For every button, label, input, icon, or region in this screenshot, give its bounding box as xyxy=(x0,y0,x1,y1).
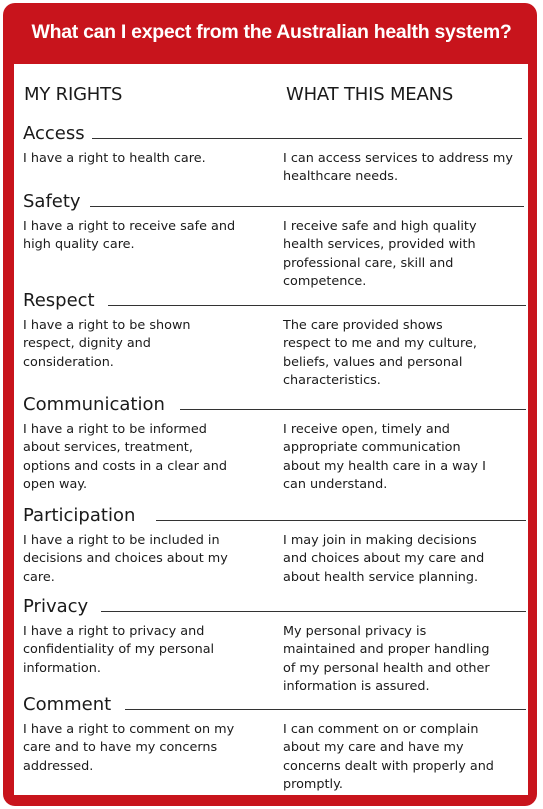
section-divider xyxy=(92,138,522,139)
section-title: Participation xyxy=(23,505,136,526)
right-text: I have a right to privacy and confidentiality of my personal information. xyxy=(23,624,215,676)
page-title: What can I expect from the Australian health system? xyxy=(31,21,512,43)
section-divider xyxy=(180,409,526,410)
meaning-text: I may join in making decisions and choices about my care and about health service planning. xyxy=(283,533,485,585)
column-header-meaning: WHAT THIS MEANS xyxy=(286,84,454,105)
section-title: Respect xyxy=(23,290,95,311)
section-title: Privacy xyxy=(23,596,89,617)
section-title: Access xyxy=(23,123,85,144)
section-title: Comment xyxy=(23,694,112,715)
section-divider xyxy=(125,709,526,710)
section-divider xyxy=(108,305,526,306)
column-header-rights: MY RIGHTS xyxy=(24,84,123,105)
meaning-text: I receive safe and high quality health services, provided with professional care, skill and competence. xyxy=(283,219,477,289)
meaning-text: The care provided shows respect to me and my culture, beliefs, values and personal characteristics. xyxy=(283,318,477,388)
section-divider xyxy=(101,611,526,612)
section-title: Safety xyxy=(23,191,81,212)
right-text: I have a right to receive safe and high quality care. xyxy=(23,219,236,253)
right-text: I have a right to be shown respect, dignity and consideration. xyxy=(23,318,191,370)
section-title: Communication xyxy=(23,394,165,415)
section-divider xyxy=(156,520,526,521)
meaning-text: I can comment on or complain about my care and have my concerns dealt with properly and promptly. xyxy=(283,722,494,792)
meaning-text: I can access services to address my healthcare needs. xyxy=(283,151,513,185)
right-text: I have a right to be informed about services, treatment, options and costs in a clear and open way. xyxy=(23,422,227,492)
section-divider xyxy=(90,206,524,207)
right-text: I have a right to comment on my care and to have my concerns addressed. xyxy=(23,722,235,774)
meaning-text: My personal privacy is maintained and proper handling of my personal health and other information is assured. xyxy=(283,624,490,694)
right-text: I have a right to be included in decisions and choices about my care. xyxy=(23,533,228,585)
meaning-text: I receive open, timely and appropriate communication about my health care in a way I can understand. xyxy=(283,422,486,492)
right-text: I have a right to health care. xyxy=(23,151,206,166)
